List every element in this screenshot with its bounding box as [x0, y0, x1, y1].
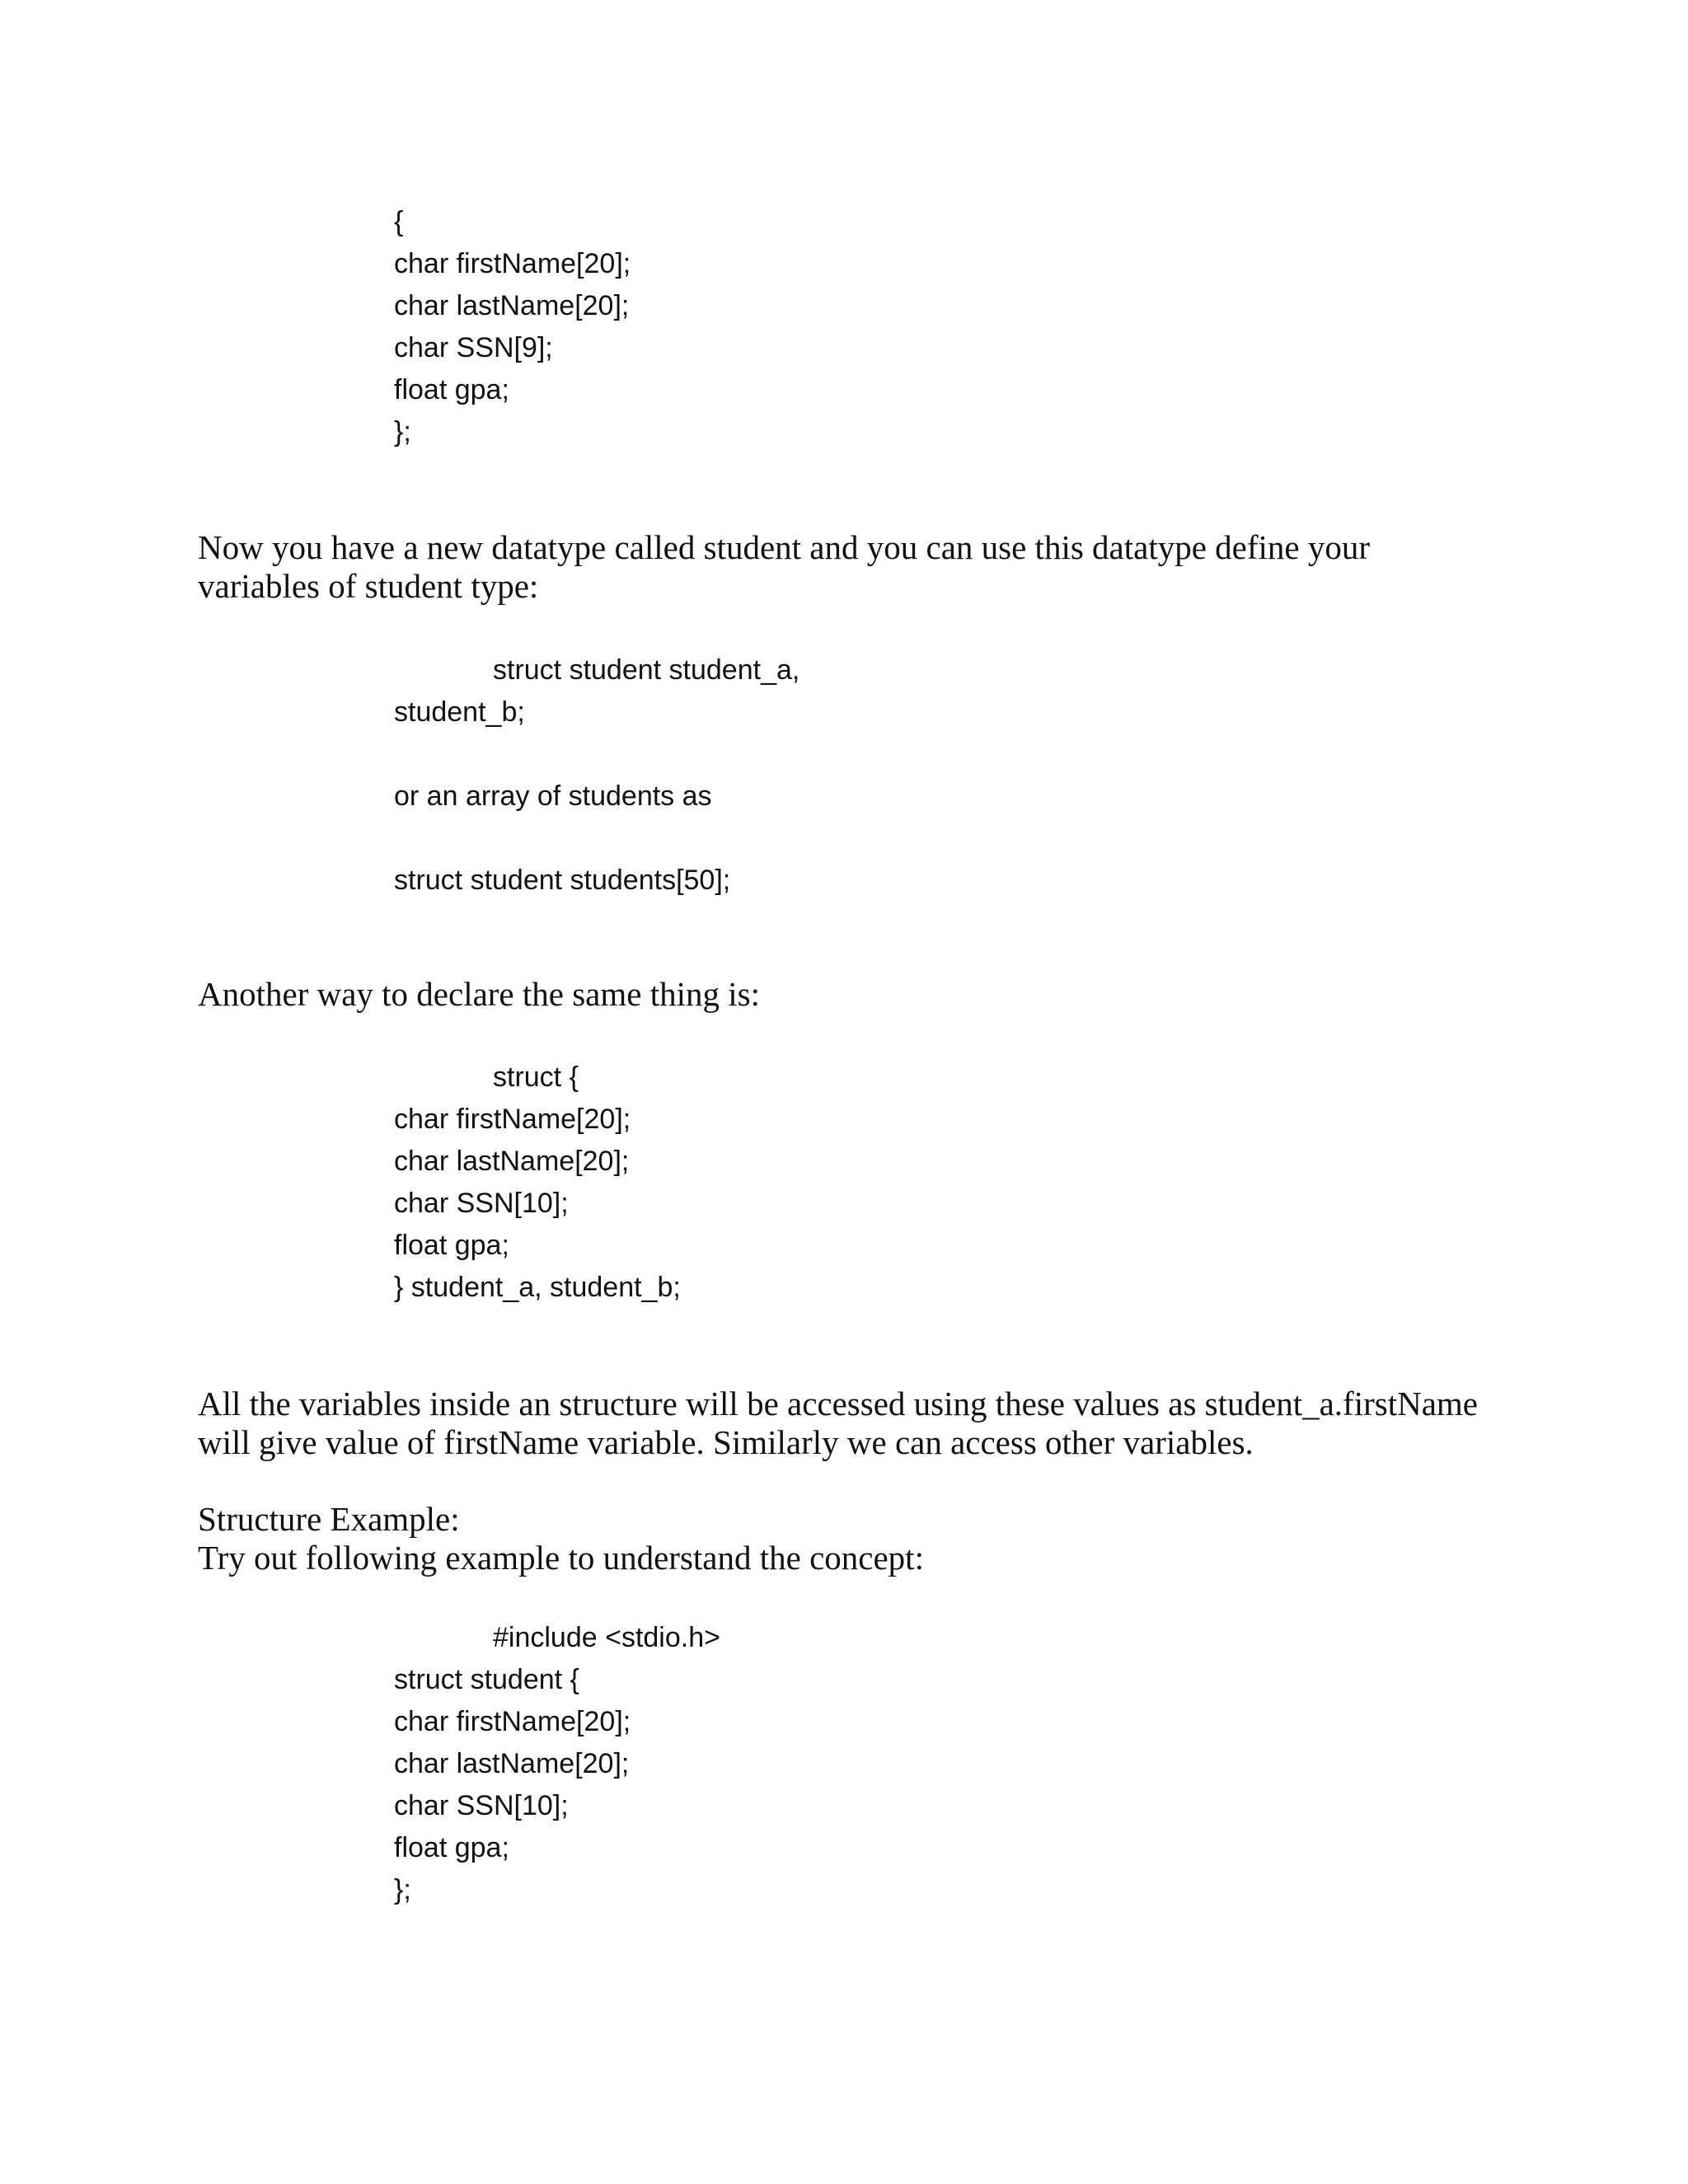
code-line: char lastName[20];	[394, 290, 630, 321]
paragraph-text: Another way to declare the same thing is:	[198, 975, 760, 1013]
blank-line	[394, 818, 799, 860]
example-program-code-block	[394, 1617, 720, 1911]
code-line: char firstName[20];	[394, 1706, 631, 1737]
code-line: char SSN[10];	[394, 1188, 569, 1219]
code-line: float gpa;	[394, 1832, 509, 1863]
code-line: char lastName[20];	[394, 1146, 630, 1177]
code-line: struct student {	[394, 1664, 579, 1695]
code-line: #include <stdio.h>	[493, 1622, 720, 1653]
code-line: char firstName[20];	[394, 1104, 631, 1135]
paragraph-accessing-members	[198, 1385, 1484, 1462]
anonymous-struct-code-block	[394, 1057, 681, 1309]
code-line: char firstName[20];	[394, 248, 631, 279]
code-line: float gpa;	[394, 1230, 509, 1261]
code-line: char SSN[9];	[394, 332, 553, 363]
blank-line	[394, 733, 799, 776]
code-line: struct {	[493, 1062, 579, 1093]
code-line: char lastName[20];	[394, 1748, 630, 1779]
code-line: {	[394, 206, 404, 237]
paragraph-structure-example	[198, 1500, 1484, 1577]
code-line: struct student student_a,	[493, 654, 800, 686]
paragraph-text: Now you have a new datatype called student and you can use this datatype define your variables of student type:	[198, 528, 1371, 605]
code-line: struct student students[50];	[394, 865, 731, 896]
code-line: } student_a, student_b;	[394, 1272, 681, 1303]
code-line: };	[394, 1874, 411, 1905]
section-heading: Structure Example:	[198, 1500, 460, 1538]
code-line: char SSN[10];	[394, 1790, 569, 1821]
paragraph-another-way	[198, 975, 1484, 1014]
paragraph-new-datatype	[198, 528, 1484, 606]
code-line: or an array of students as	[394, 780, 712, 812]
code-line: student_b;	[394, 696, 525, 728]
code-line: float gpa;	[394, 374, 509, 405]
code-line: };	[394, 416, 411, 448]
variable-declaration-code-block	[394, 649, 799, 902]
paragraph-text: All the variables inside an structure will be accessed using these values as student_a.firstName will give value of firstName variable. Similarly we can access other variables.	[198, 1385, 1478, 1461]
struct-body-code-block	[394, 201, 631, 453]
paragraph-text: Try out following example to understand the concept:	[198, 1539, 924, 1577]
